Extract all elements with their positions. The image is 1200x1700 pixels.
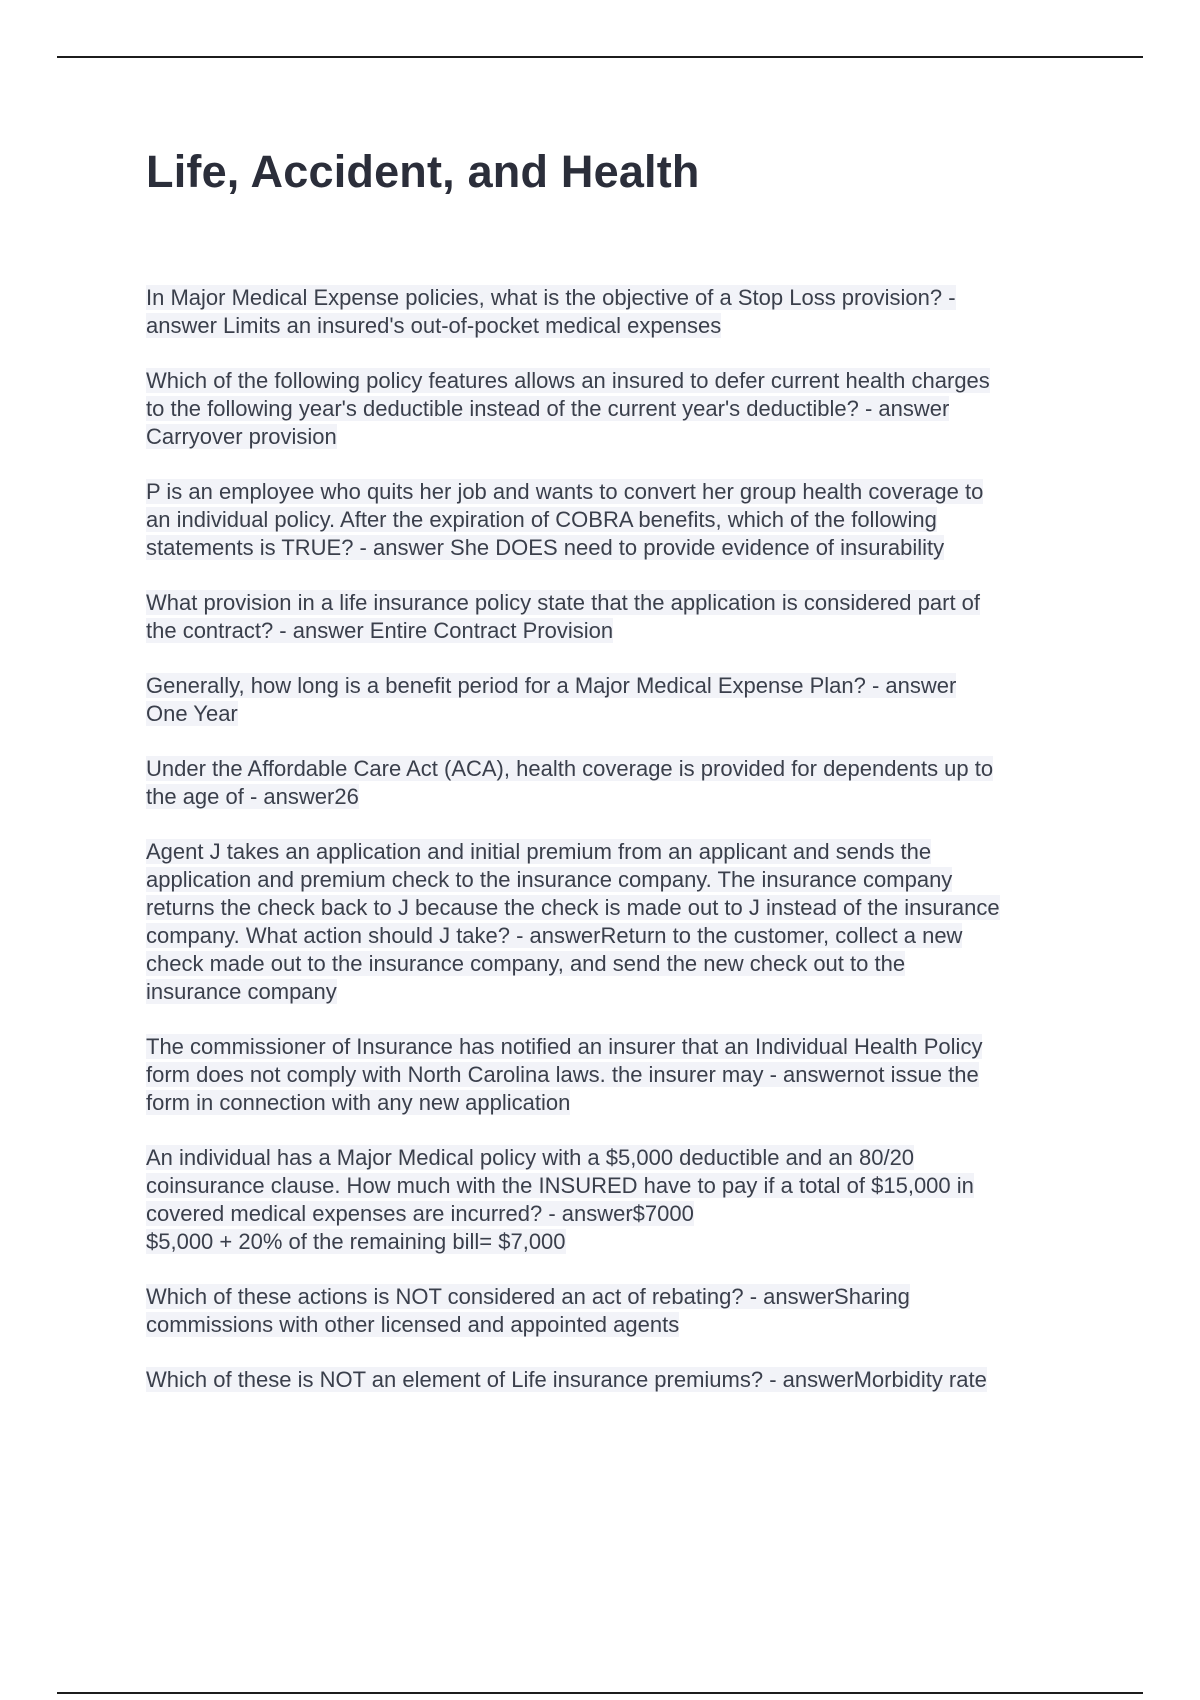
qa-text: In Major Medical Expense policies, what is the objective of a Stop Loss provision? - answer Limits an insured's out-of-pocket medical expenses [146,285,956,338]
qa-text: An individual has a Major Medical policy with a $5,000 deductible and an 80/20 coinsurance clause. How much with the INSURED have to pay if a total of $15,000 in covered medical expenses are incurred? - answer$7000 $5,000 + 20% of the remaining bill= $7,000 [146,1145,974,1254]
qa-text: Which of these actions is NOT considered an act of rebating? - answerSharing commissions with other licensed and appointed agents [146,1284,910,1337]
qa-item [146,672,1086,728]
qa-item [146,284,1086,340]
qa-item [146,1033,1086,1117]
qa-text: P is an employee who quits her job and wants to convert her group health coverage to an individual policy. After the expiration of COBRA benefits, which of the following statements is TRUE? - answer She DOES need to provide evidence of insurability [146,479,984,560]
qa-text: Under the Affordable Care Act (ACA), health coverage is provided for dependents up to the age of - answer26 [146,756,994,809]
qa-item [146,1366,1086,1394]
qa-item [146,589,1086,645]
qa-text: What provision in a life insurance policy state that the application is considered part of the contract? - answer Entire Contract Provision [146,590,981,643]
qa-item [146,478,1086,562]
qa-item [146,367,1086,451]
qa-text: The commissioner of Insurance has notified an insurer that an Individual Health Policy form does not comply with North Carolina laws. the insurer may - answernot issue the form in connection with any new application [146,1034,983,1115]
qa-list [146,284,1086,1421]
page-title: Life, Accident, and Health [146,146,700,197]
qa-item [146,755,1086,811]
qa-item [146,838,1086,1006]
qa-item [146,1283,1086,1339]
qa-text: Agent J takes an application and initial premium from an applicant and sends the application and premium check to the insurance company. The insurance company returns the check back to J because the check is made out to J instead of the insurance company. What action should J take? - answerReturn to the customer, collect a new check made out to the insurance company, and send the new check out to the insurance company [146,839,1000,1004]
top-divider [57,56,1143,58]
bottom-divider [57,1692,1143,1694]
qa-text: Which of these is NOT an element of Life insurance premiums? - answerMorbidity rate [146,1367,987,1392]
qa-item [146,1144,1086,1256]
qa-text: Which of the following policy features allows an insured to defer current health charges to the following year's deductible instead of the current year's deductible? - answer Carryover provision [146,368,990,449]
qa-text: Generally, how long is a benefit period for a Major Medical Expense Plan? - answer One Year [146,673,957,726]
